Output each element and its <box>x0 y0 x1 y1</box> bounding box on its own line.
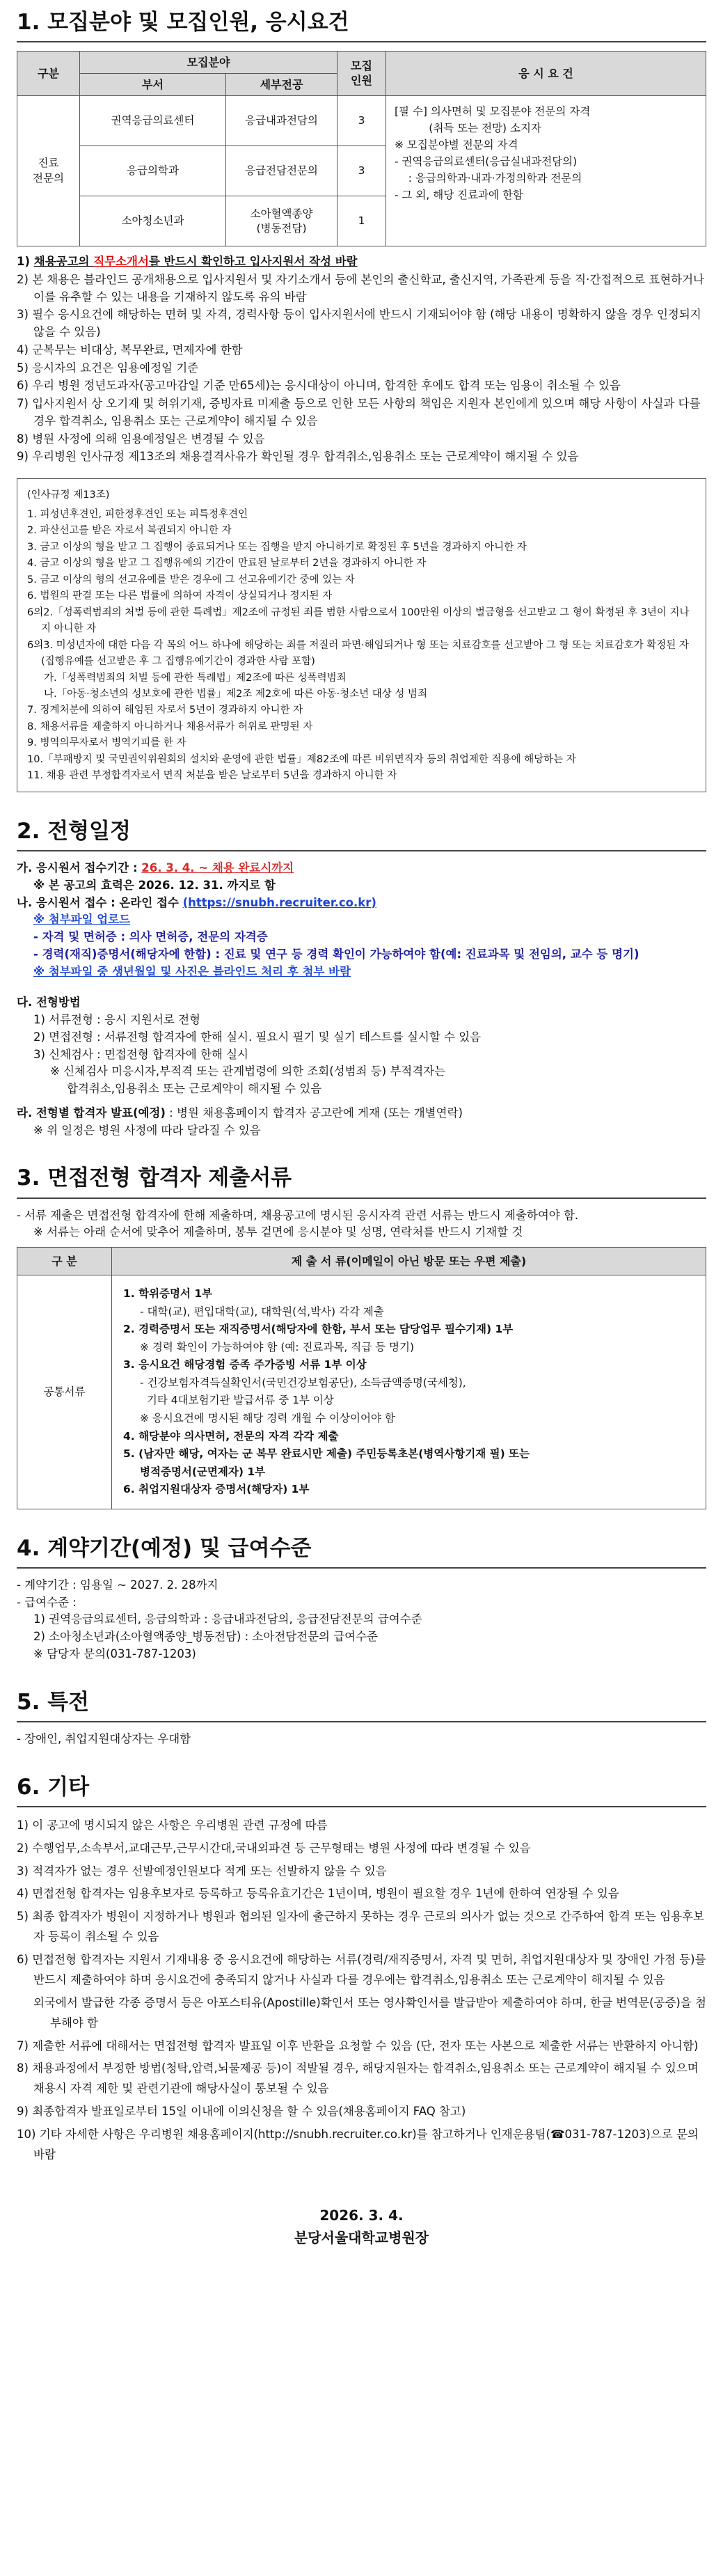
doc-line: - 건강보험자격득실확인서(국민건강보험공단), 소득금액증명(국세청), <box>140 1376 466 1389</box>
apply-method-label: 나. 응시원서 접수 : 온라인 접수 <box>17 895 183 909</box>
regulation-item: 1. 피성년후견인, 피한정후견인 또는 피특정후견인 <box>27 508 248 520</box>
attachment-career: - 경력(재직)증명서(해당자에 한함) : 진료 및 연구 등 경력 확인이 가능하여야 함(예: 진료과목 및 전임의, 교수 등 명기) <box>33 947 639 961</box>
section-4-title: 4. 계약기간(예정) 및 급여수준 <box>17 1536 706 1569</box>
screening-item: 1) 서류전형 : 응시 지원서로 전형 <box>33 1013 200 1027</box>
result-announcement <box>17 1105 706 1122</box>
etc-num: 5) <box>17 1910 29 1924</box>
etc-item <box>17 1907 706 1947</box>
etc-num: 1) <box>17 1818 29 1832</box>
row-sub: 응급내과전담의 <box>226 96 337 146</box>
screening-item: 2) 면접전형 : 서류전형 합격자에 한해 실시. 필요시 필기 및 실기 테스트를 실시할 수 있음 <box>33 1030 482 1044</box>
th-count: 모집 인원 <box>337 52 386 96</box>
regulation-item: 2. 파산선고를 받은 자로서 복권되지 아니한 자 <box>27 525 232 537</box>
section-3 <box>17 1165 706 1509</box>
row-dept: 응급의학과 <box>80 146 226 196</box>
doc-line: 4. 해당분야 의사면허, 전문의 자격 각각 제출 <box>123 1429 339 1443</box>
doc-line: 기타 4대보험기관 발급서류 중 1부 이상 <box>140 1394 334 1407</box>
etc-text: 최종 합격자가 병원이 지정하거나 병원과 협의된 일자에 출근하지 못하는 경우 근로의 의사가 없는 것으로 간주하여 합격 또는 임용후보자 등록이 취소될 수 있음 <box>32 1910 704 1944</box>
etc-num: 3) <box>17 1864 29 1878</box>
th-gubun: 구분 <box>17 52 80 96</box>
regulation-item: 6의2.「성폭력범죄의 처벌 등에 관한 특례법」제2조에 규정된 죄를 범한 사람으로서 100만원 이상의 벌금형을 선고받고 그 형이 확정된 후 3년이 지나지 아니한 자 <box>27 606 690 635</box>
contract-line: - 급여수준 : <box>17 1595 77 1609</box>
etc-item <box>17 1839 706 1859</box>
section-1 <box>17 10 706 792</box>
contract-line: 1) 권역응급의료센터, 응급의학과 : 응급내과전담의, 응급전담전문의 급여수준 <box>33 1612 422 1626</box>
doc-line: ※ 경력 확인이 가능하여야 함 (예: 진료과목, 직급 등 명기) <box>140 1340 415 1353</box>
etc-text: 채용과정에서 부정한 방법(청탁,압력,뇌물제공 등)이 적발될 경우, 해당지원자는 합격취소,임용취소 또는 근로계약이 해지될 수 있으며 채용시 자격 제한 및 관련기관에 해당사실이 통보될 수 있음 <box>32 2061 699 2096</box>
req-line: (취득 또는 전망) 소지자 <box>395 122 541 135</box>
section-2 <box>17 819 706 1139</box>
req-line: : 응급의학과·내과·가정의학과 전문의 <box>395 172 582 185</box>
section-6 <box>17 1775 706 2165</box>
row-dept: 소아청소년과 <box>80 196 226 246</box>
docs-intro: - 서류 제출은 면접전형 합격자에 한해 제출하며, 채용공고에 명시된 응시자격 관련 서류는 반드시 제출하여야 함. <box>17 1208 579 1222</box>
etc-num: 10) <box>17 2128 36 2142</box>
hr-regulation-box <box>17 478 706 792</box>
etc-text: 이 공고에 명시되지 않은 사항은 우리병원 관련 규정에 따름 <box>32 1818 328 1832</box>
regulation-item: 나.「아동·청소년의 성보호에 관한 법률」제2조 제2호에 따른 아동·청소년 대상 성 범죄 <box>44 689 427 700</box>
note-item: 9) 우리병원 인사규정 제13조의 채용결격사유가 확인될 경우 합격취소,임용취소 또는 근로계약이 해지될 수 있음 <box>17 450 579 464</box>
etc-text: 면접전형 합격자는 임용후보자로 등록하고 등록유효기간은 1년이며, 병원이 필요할 경우 1년에 한하여 연장될 수 있음 <box>32 1887 619 1901</box>
doc-line: - 대학(교), 편입대학(교), 대학원(석,박사) 각각 제출 <box>140 1305 384 1318</box>
regulation-item: 10.「부패방지 및 국민권익위원회의 설치와 운영에 관한 법률」제82조에 따른 비위면직자 등의 취업제한 적용에 해당하는 자 <box>27 753 576 765</box>
regulation-item: 3. 금고 이상의 형을 받고 그 집행이 종료되거나 또는 집행을 받지 아니하기로 확정된 후 5년을 경과하지 아니한 자 <box>27 541 527 553</box>
result-text: : 병원 채용홈페이지 합격자 공고란에 게재 (또는 개별연락) <box>165 1106 463 1120</box>
note-item: 2) 본 채용은 블라인드 공개채용으로 입사지원서 및 자기소개서 등에 본인의 출신학교, 출신지역, 가족관계 등을 직·간접적으로 표현하거나 이를 유추할 수 있는 내용을 기재하지 않도록 유의 바람 <box>17 272 704 304</box>
attachment-license: - 자격 및 면허증 : 의사 면허증, 전문의 자격증 <box>33 930 268 944</box>
docs-cell <box>112 1275 706 1509</box>
notes-list <box>17 253 706 466</box>
etc-list <box>17 1816 706 2165</box>
attachment-heading: ※ 첨부파일 업로드 <box>33 913 131 927</box>
row-dept: 권역응급의료센터 <box>80 96 226 146</box>
doc-line: 5. (남자만 해당, 여자는 군 복무 완료시만 제출) 주민등록초본(병역사항기재 필) 또는 <box>123 1447 530 1461</box>
etc-item <box>17 1816 706 1836</box>
note-item: 7) 입사지원서 상 오기재 및 허위기재, 증빙자료 미제출 등으로 인한 모든 사항의 책임은 지원자 본인에게 있으며 해당 사항이 사실과 다를 경우 합격취소, 임용취소 또는 근로계약이 해지될 수 있음 <box>17 397 701 427</box>
regulation-item: 5. 금고 이상의 형의 선고유예를 받은 경우에 그 선고유예기간 중에 있는 자 <box>27 574 355 586</box>
footer-org: 분당서울대학교병원장 <box>294 2229 429 2246</box>
etc-item <box>17 2059 706 2099</box>
req-line: [필 수] 의사면허 및 모집분야 전문의 자격 <box>395 105 591 118</box>
etc-text: 수행업무,소속부서,교대근무,근무시간대,국내외파견 등 근무형태는 병원 사정에 따라 변경될 수 있음 <box>32 1841 531 1855</box>
note-item: 5) 응시자의 요건은 임용예정일 기준 <box>17 361 199 375</box>
th-req: 응 시 요 건 <box>386 52 706 96</box>
etc-text: 외국에서 발급한 각종 증명서 등은 아포스티유(Apostille)확인서 또는 영사확인서를 발급받아 제출하여야 하며, 한글 번역문(공증)을 첨부해야 함 <box>33 1995 706 2029</box>
th-docs: 제 출 서 류(이메일이 아닌 방문 또는 우편 제출) <box>112 1248 706 1275</box>
requirements-cell <box>386 96 706 246</box>
etc-num: 6) <box>17 1953 29 1967</box>
req-line: - 그 외, 해당 진료과에 한함 <box>395 189 523 202</box>
etc-text: 제출한 서류에 대해서는 면접전형 합격자 발표일 이후 반환을 요청할 수 있음 (단, 전자 또는 사본으로 제출한 서류는 반환하지 아니함) <box>32 2039 699 2052</box>
req-line: ※ 모집분야별 전문의 자격 <box>395 139 518 152</box>
row-count: 1 <box>337 196 386 246</box>
contract-line: 2) 소아청소년과(소아혈액종양_병동전담) : 소아전담전문의 급여수준 <box>33 1630 378 1644</box>
etc-item <box>17 1884 706 1904</box>
etc-item <box>17 2102 706 2122</box>
etc-num: 8) <box>17 2061 29 2075</box>
row-sub: 소아혈액종양 (병동전담) <box>226 196 337 246</box>
screening-heading: 다. 전형방법 <box>17 996 81 1010</box>
docs-label: 공통서류 <box>17 1275 112 1509</box>
doc-line: 병적증명서(군면제자) 1부 <box>140 1465 266 1478</box>
doc-line: ※ 응시요건에 명시된 해당 경력 개월 수 이상이어야 함 <box>140 1411 395 1424</box>
apply-period-label: 가. 응시원서 접수기간 : <box>17 861 142 875</box>
note-item: 4) 군복무는 비대상, 복무완료, 면제자에 한함 <box>17 343 243 356</box>
section-1-title: 1. 모집분야 및 모집인원, 응시요건 <box>17 10 706 42</box>
doc-line: 1. 학위증명서 1부 <box>123 1287 213 1301</box>
regulation-item: 가.「성폭력범죄의 처벌 등에 관한 특례법」제2조에 따른 성폭력범죄 <box>44 672 347 684</box>
group-label: 진료 전문의 <box>17 96 80 246</box>
etc-text: 기타 자세한 사항은 우리병원 채용홈페이지(http://snubh.recruiter.co.kr)를 참고하거나 인재운용팀(☎031-787-1203)으로 문의바람 <box>33 2128 699 2161</box>
note-highlight: 직무소개서 <box>93 255 149 269</box>
box-title: (인사규정 제13조) <box>27 489 110 501</box>
apply-period-value: 26. 3. 4. ~ 채용 완료시까지 <box>141 861 294 875</box>
note-text: 를 반드시 확인하고 입사지원서 작성 바람 <box>148 255 358 269</box>
note-item: 8) 병원 사정에 의해 임용예정일은 변경될 수 있음 <box>17 432 265 446</box>
row-count: 3 <box>337 146 386 196</box>
etc-item <box>17 1950 706 1990</box>
etc-num: 2) <box>17 1841 29 1855</box>
footer-date: 2026. 3. 4. <box>319 2206 404 2224</box>
doc-line: 2. 경력증명서 또는 재직증명서(해당자에 한함, 부서 또는 담당업무 필수기재) 1부 <box>123 1323 514 1336</box>
regulation-item: 6의3. 미성년자에 대한 다음 각 목의 어느 하나에 해당하는 죄를 저질러 파면·해임되거나 형 또는 치료감호를 선고받아 그 형 또는 치료감호가 확정된 자(집행유예를 선고받은 후 그 집행유예기간이 경과한 사람 포함) <box>27 639 689 668</box>
regulation-item: 9. 병역의무자로서 병역기피를 한 자 <box>27 737 186 749</box>
etc-text: 적격자가 없는 경우 선발예정인원보다 적게 또는 선발하지 않을 수 있음 <box>32 1864 387 1878</box>
regulation-item: 7. 징계처분에 의하여 해임된 자로서 5년이 경과하지 아니한 자 <box>27 705 303 716</box>
th-dept: 부서 <box>80 74 226 96</box>
docs-table <box>17 1247 706 1509</box>
apply-period-note: ※ 본 공고의 효력은 2026. 12. 31. 까지로 함 <box>33 878 276 892</box>
regulation-item: 11. 채용 관련 부정합격자로서 면직 처분을 받은 날로부터 5년을 경과하지 아니한 자 <box>27 770 397 782</box>
regulation-item: 6. 법원의 판결 또는 다른 법률에 의하여 자격이 상실되거나 정지된 자 <box>27 590 333 602</box>
section-2-title: 2. 전형일정 <box>17 819 706 851</box>
etc-item <box>17 2036 706 2057</box>
benefit-line: - 장애인, 취업지원대상자는 우대함 <box>17 1731 191 1745</box>
contract-lines <box>17 1577 706 1663</box>
etc-text: 면접전형 합격자는 지원서 기재내용 중 응시요건에 해당하는 서류(경력/재직증명서, 자격 및 면허, 취업지원대상자 및 장애인 가점 등)를 반드시 제출하여야 하며 응시요건에 충족되지 않거나 사실과 다를 경우에는 합격취소,임용취소 또는 근로계약이 해지될 수 있음 <box>32 1953 706 1986</box>
th-docs-gubun: 구 분 <box>17 1248 112 1275</box>
section-3-title: 3. 면접전형 합격자 제출서류 <box>17 1165 706 1198</box>
row-sub: 응급전담전문의 <box>226 146 337 196</box>
doc-line: 6. 취업지원대상자 증명서(해당자) 1부 <box>123 1483 310 1496</box>
etc-num: 7) <box>17 2039 29 2052</box>
etc-item <box>17 1993 706 2034</box>
recruit-table <box>17 51 706 246</box>
th-field: 모집분야 <box>80 52 337 74</box>
box-list <box>27 507 696 785</box>
screening-note: 합격취소,임용취소 또는 근로계약이 해지될 수 있음 <box>67 1082 322 1096</box>
doc-line: 3. 응시요건 해당경험 증족 주가증빙 서류 1부 이상 <box>123 1358 367 1372</box>
regulation-item: 4. 금고 이상의 형을 받고 그 집행유예의 기간이 만료된 날로부터 2년을 경과하지 아니한 자 <box>27 558 427 570</box>
screening-note: ※ 신체검사 미응시자,부적격 또는 관계법령에 의한 조회(성범죄 등) 부적격자는 <box>50 1065 446 1078</box>
note-item <box>17 253 706 271</box>
etc-item <box>17 1862 706 1882</box>
th-sub: 세부전공 <box>226 74 337 96</box>
screening-item: 3) 신체검사 : 면접전형 합격자에 한해 실시 <box>33 1047 248 1061</box>
req-line: - 권역응급의료센터(응급실내과전담의) <box>395 155 578 168</box>
section-5 <box>17 1690 706 1748</box>
section-6-title: 6. 기타 <box>17 1775 706 1807</box>
etc-num: 9) <box>17 2105 29 2119</box>
contract-line: - 계약기간 : 임용일 ~ 2027. 2. 28까지 <box>17 1578 219 1592</box>
etc-num: 4) <box>17 1887 29 1901</box>
attachment-blind-note: ※ 첨부파일 중 생년월일 및 사진은 블라인드 처리 후 첨부 바람 <box>33 964 351 978</box>
result-label: 라. 전형별 합격자 발표(예정) <box>17 1106 166 1120</box>
regulation-item: 8. 채용서류를 제출하지 아니하거나 채용서류가 허위로 판명된 자 <box>27 721 313 732</box>
etc-item <box>17 2125 706 2165</box>
apply-period <box>17 860 706 877</box>
section-4 <box>17 1536 706 1663</box>
footer <box>17 2204 706 2249</box>
note-item: 3) 필수 응시요건에 해당하는 면허 및 자격, 경력사항 등이 입사지원서에 반드시 기재되어야 함 (해당 내용이 명확하지 않을 경우 인정되지 않을 수 있음) <box>17 308 701 339</box>
etc-text: 최종합격자 발표일로부터 15일 이내에 이의신청을 할 수 있음(채용홈페이지 FAQ 참고) <box>32 2105 466 2119</box>
recruit-site-link[interactable]: (https://snubh.recruiter.co.kr) <box>182 895 376 909</box>
apply-method <box>17 895 706 912</box>
contract-line: ※ 담당자 문의(031-787-1203) <box>33 1647 196 1660</box>
note-text: 채용공고의 <box>33 255 94 269</box>
note-item: 6) 우리 병원 정년도과자(공고마감일 기준 만65세)는 응시대상이 아니며, 합격한 후에도 합격 또는 임용이 취소될 수 있음 <box>17 379 621 393</box>
row-count: 3 <box>337 96 386 146</box>
note-num: 1) <box>17 255 31 269</box>
schedule-note: ※ 위 일정은 병원 사정에 따라 달라질 수 있음 <box>33 1123 261 1137</box>
docs-intro-note: ※ 서류는 아래 순서에 맞추어 제출하며, 봉투 겉면에 응시분야 및 성명, 연락처를 반드시 기재할 것 <box>33 1225 523 1239</box>
section-5-title: 5. 특전 <box>17 1690 706 1722</box>
